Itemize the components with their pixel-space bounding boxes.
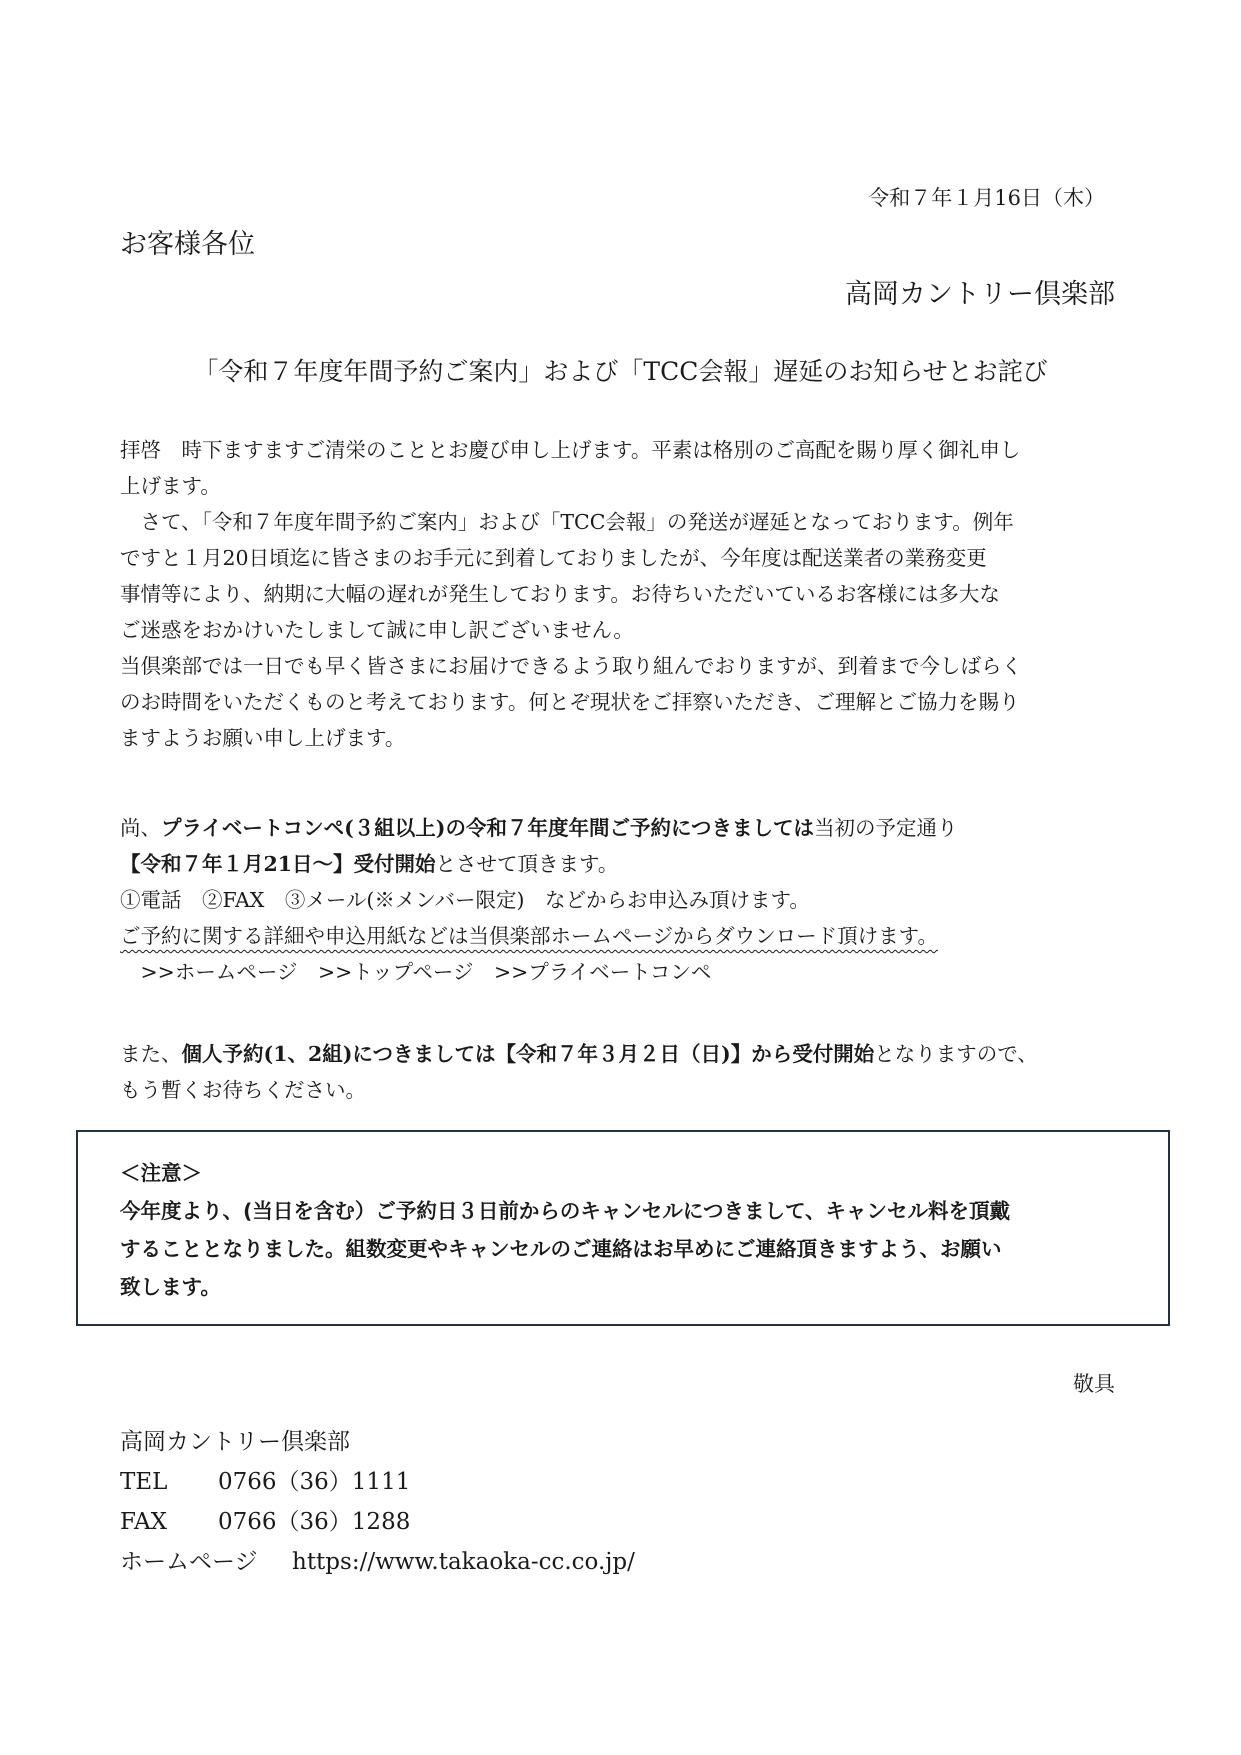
bold-text: プライベートコンペ(３組以上)の令和７年度年間ご予約につきましては (161, 816, 815, 840)
text-fragment: とさせて頂きます。 (435, 852, 619, 876)
bold-text: 【令和７年１月21日〜】受付開始 (120, 852, 436, 876)
text-line: 当倶楽部では一日でも早く皆さまにお届けできるよう取り組んでおりますが、到着まで今しばらく (120, 654, 1022, 678)
footer-name: 高岡カントリー倶楽部 (120, 1429, 350, 1455)
greeting-paragraph (120, 432, 1120, 756)
text-fragment: となりますので、 (874, 1042, 1038, 1066)
bold-text: 個人予約(1、2組)につきましては【令和７年３月２日（日)】から受付開始 (181, 1042, 875, 1066)
text-line (120, 1036, 1120, 1072)
caution-heading: ＜注意＞ (120, 1161, 202, 1185)
text-fragment: 当初の予定通り (814, 816, 958, 840)
text-line: 上げます。 (120, 474, 221, 498)
recipient: お客様各位 (120, 229, 255, 260)
text-line: することとなりました。組数変更やキャンセルのご連絡はお早めにご連絡頂きますよう、お願い (120, 1237, 1002, 1261)
document-date: 令和７年１月16日（木） (868, 186, 1105, 210)
text-line: 致します。 (120, 1275, 221, 1299)
fax-row (120, 1502, 635, 1542)
text-line: ①電話 ②FAX ③メール(※メンバー限定) などからお申込み頂けます。 (120, 888, 810, 912)
document-title: 「令和７年度年間予約ご案内」および「TCC会報」遅延のお知らせとお詫び (193, 357, 1048, 386)
text-line: ご迷惑をおかけいたしまして誠に申し訳ございません。 (120, 618, 634, 642)
text-line: ですと１月20日頃迄に皆さまのお手元に到着しておりましたが、今年度は配送業者の業務変更 (120, 546, 987, 570)
text-line: もう暫くお待ちください。 (120, 1078, 366, 1102)
homepage-label: ホームページ (120, 1549, 258, 1575)
text-line: のお時間をいただくものと考えております。何とぞ現状をご拝察いただき、ご理解とご協力を賜り (120, 690, 1020, 714)
fax-label: FAX (120, 1509, 167, 1535)
homepage-path: >>ホームページ >>トップページ >>プライベートコンペ (120, 960, 712, 984)
caution-content (120, 1154, 1010, 1306)
text-fragment: また、 (120, 1042, 182, 1066)
contact-footer (120, 1422, 635, 1582)
tel-row (120, 1462, 635, 1502)
text-line: 拝啓 時下ますますご清栄のこととお慶び申し上げます。平素は格別のご高配を賜り厚く御礼申し (120, 438, 1021, 462)
individual-reservation-notice (120, 1036, 1120, 1108)
closing: 敬具 (1073, 1372, 1115, 1396)
tel-number: 0766（36）1111 (218, 1469, 411, 1495)
tel-label: TEL (120, 1469, 168, 1495)
text-fragment: 尚、 (120, 816, 161, 840)
text-line: 事情等により、納期に大幅の遅れが発生しております。お待ちいただいているお客様には多大な (120, 582, 1000, 606)
text-line (120, 846, 1120, 882)
caution-box (76, 1130, 1170, 1326)
text-line: 今年度より、(当日を含む）ご予約日３日前からのキャンセルにつきまして、キャンセル料を頂戴 (120, 1199, 1011, 1223)
homepage-url[interactable]: https://www.takaoka-cc.co.jp/ (292, 1549, 635, 1575)
sender-name: 高岡カントリー倶楽部 (845, 279, 1115, 310)
download-note: ご予約に関する詳細や申込用紙などは当倶楽部ホームページからダウンロード頂けます。 (120, 924, 938, 948)
private-competition-notice (120, 810, 1120, 990)
text-line (120, 810, 1120, 846)
text-line: さて、「令和７年度年間予約ご案内」および「TCC会報」の発送が遅延となっております。例年 (120, 510, 1014, 534)
fax-number: 0766（36）1288 (218, 1509, 411, 1535)
text-line: ますようお願い申し上げます。 (120, 726, 406, 750)
homepage-row (120, 1542, 635, 1582)
